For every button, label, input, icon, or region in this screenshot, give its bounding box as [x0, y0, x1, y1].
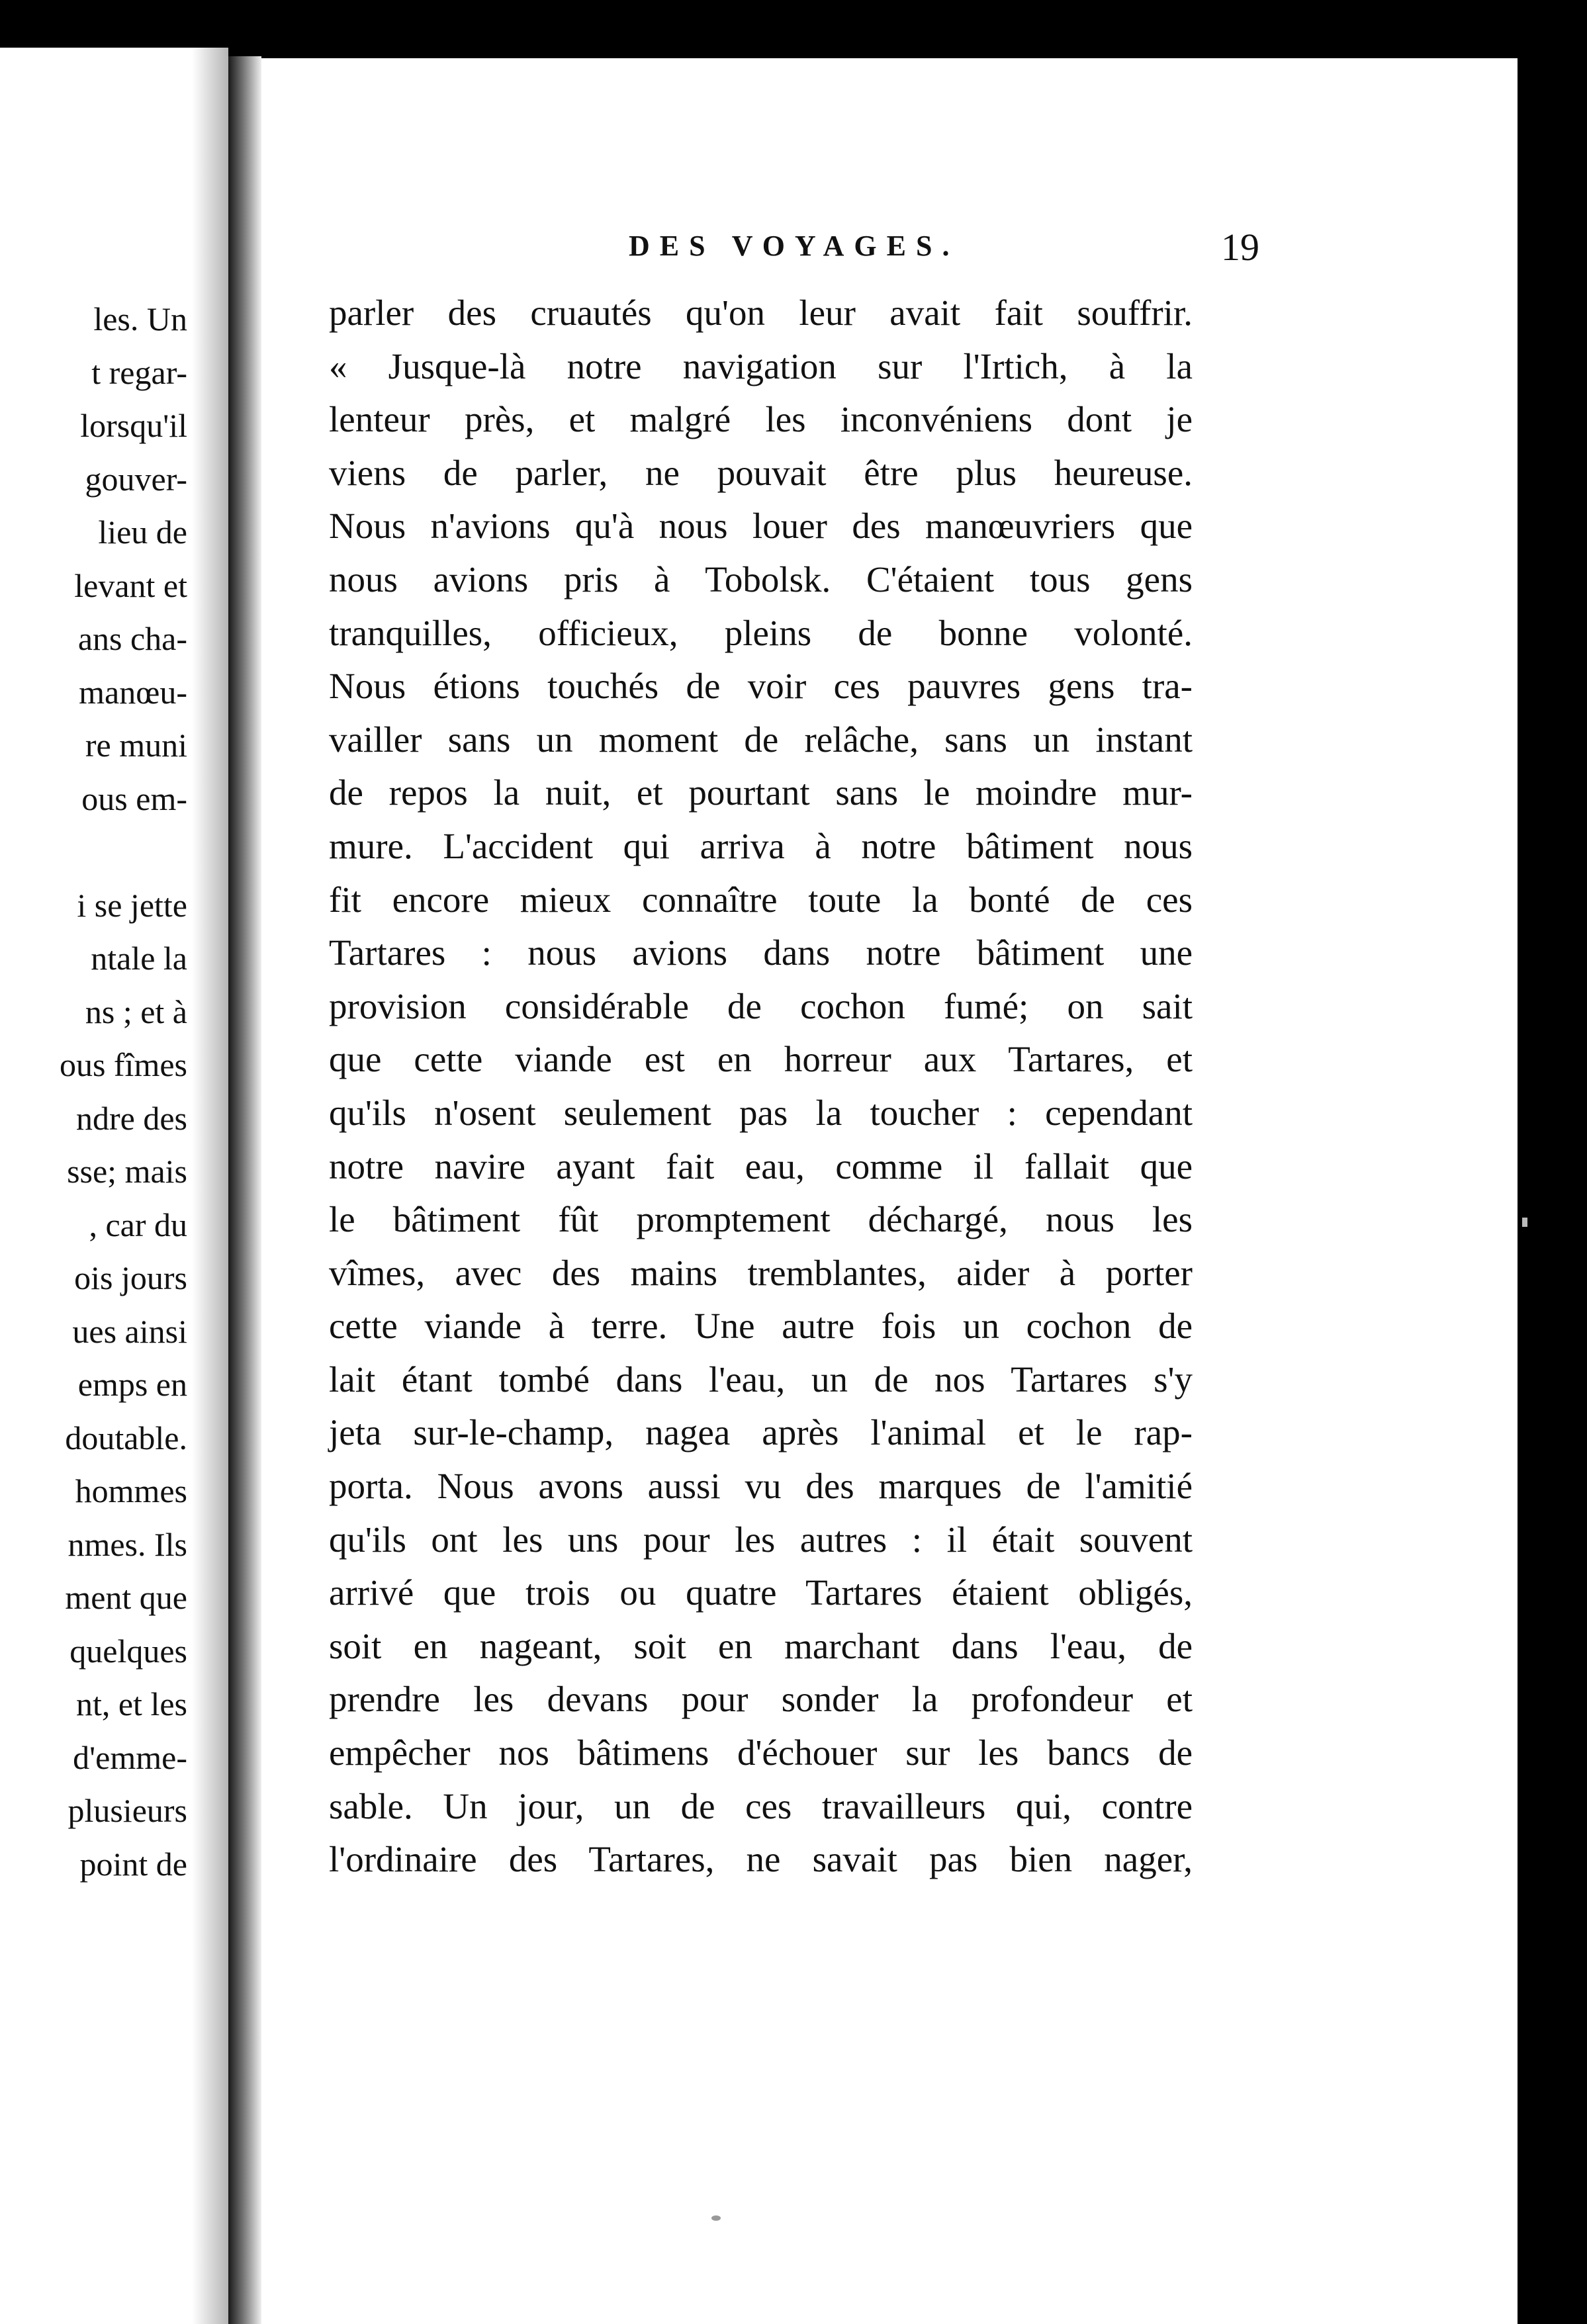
running-head: DES VOYAGES. — [629, 230, 960, 262]
text-line: provision considérable de cochon fumé; on sait — [329, 985, 1193, 1026]
text-line: sable. Un jour, un de ces travailleurs qui, contre — [329, 1785, 1193, 1826]
text-line: lait étant tombé dans l'eau, un de nos Tartares s'y — [329, 1359, 1193, 1400]
text-line: porta. Nous avons aussi vu des marques de l'amitié — [329, 1466, 1193, 1507]
left-text-line: quelques — [69, 1632, 187, 1670]
left-text-line: ns ; et à — [85, 993, 187, 1030]
text-line: vîmes, avec des mains tremblantes, aider à porter — [329, 1252, 1193, 1293]
text-line: mure. L'accident qui arriva à notre bâtiment nous — [329, 825, 1193, 866]
text-line: vailler sans un moment de relâche, sans un instant — [329, 719, 1193, 760]
text-line: parler des cruautés qu'on leur avait fait souffrir. — [329, 292, 1193, 333]
ink-speck — [711, 2215, 721, 2221]
left-text-line: i se jette — [77, 886, 187, 924]
text-line: de repos la nuit, et pourtant sans le moindre mur- — [329, 772, 1193, 813]
text-line: Nous étions touchés de voir ces pauvres gens tra- — [329, 666, 1193, 707]
left-text-line: re muni — [85, 727, 187, 764]
body-text — [329, 287, 1500, 1887]
left-text-line: ous em- — [81, 780, 187, 817]
page-number: 19 — [1221, 226, 1259, 269]
text-line: empêcher nos bâtimens d'échouer sur les bancs de — [329, 1732, 1193, 1773]
text-line: prendre les devans pour sonder la profondeur et — [329, 1679, 1193, 1720]
text-line: soit en nageant, soit en marchant dans l'eau, de — [329, 1625, 1193, 1666]
left-text-line: ment que — [65, 1579, 187, 1616]
left-text-line: lorsqu'il — [80, 407, 187, 444]
text-line: tranquilles, officieux, pleins de bonne volonté. — [329, 612, 1193, 653]
left-text-line — [60, 825, 187, 879]
left-text-line: emps en — [77, 1366, 187, 1403]
left-text-line: , car du — [89, 1206, 187, 1243]
left-text-line: ois jours — [74, 1259, 187, 1296]
text-line: l'ordinaire des Tartares, ne savait pas bien nager, — [329, 1839, 1193, 1880]
text-line: qu'ils n'osent seulement pas la toucher : cependant — [329, 1092, 1193, 1133]
left-text-line: ues ainsi — [72, 1312, 187, 1350]
left-text-line: nmes. Ils — [68, 1525, 187, 1563]
left-text-line: les. Un — [93, 300, 187, 337]
text-line: jeta sur-le-champ, nagea après l'animal et le rap- — [329, 1412, 1193, 1453]
left-text-line: plusieurs — [68, 1792, 187, 1829]
left-text-line: lieu de — [98, 514, 187, 551]
text-line: arrivé que trois ou quatre Tartares étaient obligés, — [329, 1572, 1193, 1613]
left-text-line: hommes — [75, 1472, 187, 1509]
text-line: qu'ils ont les uns pour les autres : il était souvent — [329, 1519, 1193, 1560]
left-text-line: ous fîmes — [59, 1046, 187, 1083]
right-page — [261, 58, 1518, 2324]
left-text-line: nt, et les — [75, 1685, 187, 1722]
text-line: nous avions pris à Tobolsk. C'étaient tous gens — [329, 559, 1193, 600]
left-text-line: ntale la — [91, 940, 187, 977]
text-line: fit encore mieux connaître toute la bonté de ces — [329, 879, 1193, 920]
left-text-line: levant et — [74, 566, 187, 604]
left-text-line: t regar- — [91, 353, 187, 391]
left-text-line: d'emme- — [73, 1738, 187, 1776]
left-page-text — [60, 292, 187, 1891]
text-line: lenteur près, et malgré les inconvéniens dont je — [329, 399, 1193, 440]
text-line: notre navire ayant fait eau, comme il fallait que — [329, 1145, 1193, 1186]
left-text-line: manœu- — [79, 673, 187, 711]
text-line: « Jusque-là notre navigation sur l'Irtich, à la — [329, 345, 1193, 386]
text-line: que cette viande est en horreur aux Tartares, et — [329, 1039, 1193, 1080]
text-line: Tartares : nous avions dans notre bâtiment une — [329, 932, 1193, 973]
text-line: cette viande à terre. Une autre fois un cochon de — [329, 1306, 1193, 1347]
book-gutter — [228, 56, 261, 2324]
text-line: viens de parler, ne pouvait être plus heureuse. — [329, 452, 1193, 493]
left-page — [0, 48, 228, 2324]
left-text-line: sse; mais — [67, 1153, 187, 1190]
text-line: le bâtiment fût promptement déchargé, nous les — [329, 1199, 1193, 1240]
text-line: Nous n'avions qu'à nous louer des manœuvriers que — [329, 506, 1193, 547]
left-text-line: point de — [79, 1845, 187, 1883]
left-text-line: doutable. — [65, 1419, 187, 1456]
page-curl-shadow — [192, 48, 228, 2324]
edge-mark — [1522, 1218, 1527, 1227]
left-text-line: gouver- — [85, 460, 187, 498]
page-edge — [1518, 58, 1587, 2324]
left-text-line: ans cha- — [77, 620, 187, 657]
left-text-line: ndre des — [76, 1099, 187, 1137]
